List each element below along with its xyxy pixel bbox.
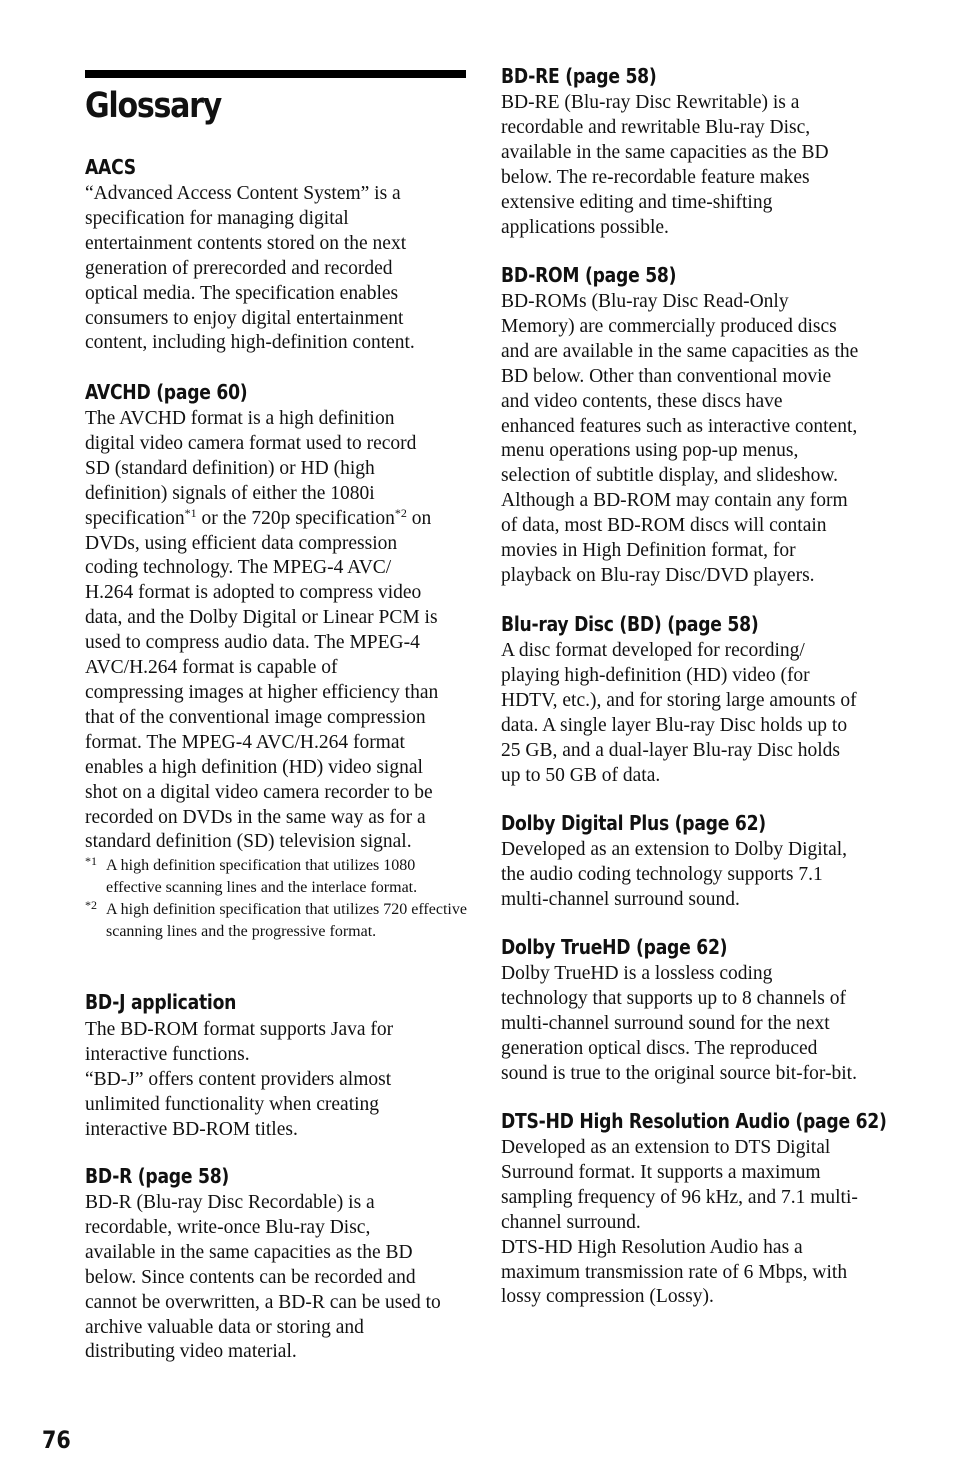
footnote-mark: *2: [85, 898, 97, 913]
glossary-term: BD-ROM (page 58): [501, 263, 677, 287]
definition-text: The AVCHD format is a high definition digital video camera format used to record SD (standard definition) or HD (high definition) signals of either the 1080i specification: [85, 408, 417, 529]
footnote-text: A high definition specification that utilizes 1080 effective scanning lines and the interlace format.: [106, 857, 418, 897]
footnote-list: [85, 855, 470, 943]
page-number: 76: [42, 1426, 71, 1454]
footnote-mark: *1: [85, 854, 97, 869]
glossary-entry-dts-hd: [501, 1109, 949, 1310]
footnote-ref: *1: [184, 505, 197, 520]
glossary-term: AACS: [85, 155, 136, 179]
footnote: [85, 899, 470, 943]
glossary-definition: Developed as an extension to DTS Digital Surround format. It supports a maximum sampling frequency of 96 kHz, and 7.1 multi- channel surround. DTS-HD High Resolution Audio has a maximum transmission rate of 6 Mbps, with lossy compression (Lossy).: [501, 1137, 858, 1308]
glossary-term: Dolby Digital Plus (page 62): [501, 811, 766, 835]
glossary-definition: A disc format developed for recording/ playing high-definition (HD) video (for HDTV, etc.), and for storing large amounts of data. A single layer Blu-ray Disc holds up to 25 GB, and a dual-layer Blu-ray Disc holds up to 50 GB of data.: [501, 640, 857, 786]
glossary-definition: BD-RE (Blu-ray Disc Rewritable) is a recordable and rewritable Blu-ray Disc, available in the same capacities as the BD below. The re-recordable feature makes extensive editing and time-shifting applications possible.: [501, 92, 829, 238]
glossary-term: AVCHD (page 60): [85, 380, 248, 404]
glossary-definition: Dolby TrueHD is a lossless coding technology that supports up to 8 channels of multi-channel surround sound for the next generation optical discs. The reproduced sound is true to the original source bit-for-bit.: [501, 963, 857, 1084]
footnote-text: A high definition specification that utilizes 720 effective scanning lines and the progressive format.: [106, 901, 467, 941]
glossary-entry-dolby-digital-plus: [501, 811, 847, 913]
title-rule: [85, 70, 466, 78]
glossary-definition: The BD-ROM format supports Java for interactive functions. “BD-J” offers content providers almost unlimited functionality when creating interactive BD-ROM titles.: [85, 1019, 394, 1140]
glossary-entry-bd-r: [85, 1164, 441, 1365]
glossary-term: BD-R (page 58): [85, 1164, 230, 1188]
footnote-ref: *2: [394, 505, 407, 520]
glossary-term: BD-RE (page 58): [501, 64, 657, 88]
glossary-term: DTS-HD High Resolution Audio (page 62): [501, 1109, 887, 1133]
glossary-definition: “Advanced Access Content System” is a specification for managing digital entertainment contents stored on the next generation of prerecorded and recorded optical media. The specification enables consumers to enjoy digital entertainment content, including high-definition content.: [85, 183, 415, 354]
glossary-definition: BD-ROMs (Blu-ray Disc Read-Only Memory) are commercially produced discs and are available in the same capacities as the BD below. Other than conventional movie and video contents, these discs have enhanced features such as interactive content, menu operations using pop-up menus, selection of subtitle display, and slideshow. Although a BD-ROM may contain any form of data, most BD-ROM discs will contain movies in High Definition format, for playback on Blu-ray Disc/DVD players.: [501, 291, 859, 586]
glossary-term: Blu-ray Disc (BD) (page 58): [501, 612, 759, 636]
definition-text: or the 720p specification: [196, 507, 395, 529]
footnote: [85, 855, 470, 899]
glossary-term: BD-J application: [85, 990, 237, 1014]
page-title: Glossary: [85, 86, 222, 126]
definition-text: on DVDs, using efficient data compression coding technology. The MPEG-4 AVC/ H.264 format is adopted to compress video data, and the Dolby Digital or Linear PCM is used to compress audio data. The MPEG-4 AVC/H.264 format is capable of compressing images at higher efficiency than that of the conventional image compression format. The MPEG-4 AVC/H.264 format enables a high definition (HD) video signal shot on a digital video camera recorder to be recorded on DVDs in the same way as for a standard definition (SD) television signal.: [85, 507, 439, 853]
glossary-entry-aacs: [85, 155, 415, 356]
glossary-definition: [85, 407, 470, 855]
glossary-entry-avchd: [85, 380, 470, 943]
glossary-definition: Developed as an extension to Dolby Digital, the audio coding technology supports 7.1 multi-channel surround sound.: [501, 839, 848, 910]
glossary-term: Dolby TrueHD (page 62): [501, 935, 728, 959]
glossary-entry-dolby-truehd: [501, 935, 857, 1087]
glossary-entry-bd-rom: [501, 263, 858, 589]
glossary-entry-bd-re: [501, 64, 829, 240]
glossary-definition: BD-R (Blu-ray Disc Recordable) is a recordable, write-once Blu-ray Disc, available in the same capacities as the BD below. Since contents can be recorded and cannot be overwritten, a BD-R can be used to archive valuable data or storing and distributing video material.: [85, 1192, 441, 1363]
glossary-entry-bd-j: [85, 990, 393, 1143]
glossary-entry-blu-ray-disc: [501, 612, 857, 788]
